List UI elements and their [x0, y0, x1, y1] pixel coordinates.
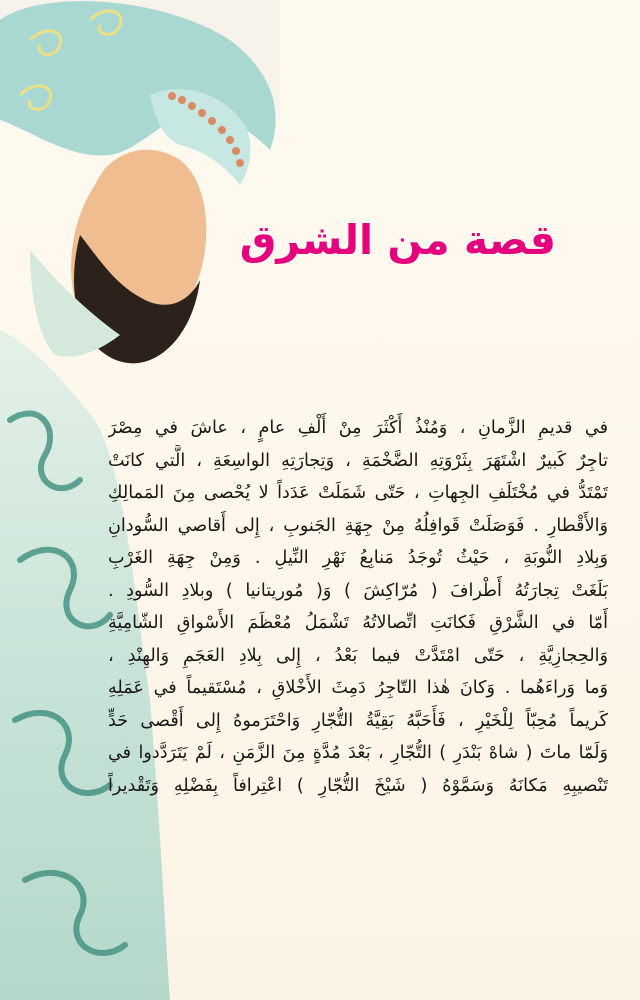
story-line: وَبِلادِ النُّوبَةِ ، حَيْثُ تُوجَدُ مَنابِعُ نَهْرِ النِّيلِ . وَمِنْ جِهَةِ الغَرْبِ [108, 548, 608, 568]
story-line: وَلَمّا ماتَ ( شاهْ بَنْدَرِ ) التُّجّارِ ، بَعْدَ مُدَّةٍ مِنَ الزَّمَنِ ، لَمْ يَتَرَدَّدوا في [108, 743, 608, 763]
story-title: قصة من الشرق [239, 216, 556, 264]
story-line: وَالحِجازِيَّةِ ، حَتّى امْتَدَّتْ فيما بَعْدُ ، إِلى بِلادِ العَجَمِ وَالهِنْدِ ، [108, 645, 608, 666]
story-line: تَنْصيبِهِ مَكانَهُ وَسَمَّوْهُ ( شَيْخَ التُّجّارِ ) اعْتِرافاً بِفَضْلِهِ وَتَقْديراً [108, 775, 608, 796]
story-body [108, 412, 608, 972]
story-line: وَما وَراءَهُما . وَكانَ هٰذا التّاجِرُ دَمِثَ الأَخْلاقِ ، مُسْتَقيماً في عَمَلِهِ [108, 678, 608, 698]
story-line: بَلَغَتْ تِجارَتُهُ أَطْرافَ ( مُرّاكِشَ ) وَ( مُوريتانيا ) وبلادِ السُّودِ . [108, 580, 608, 601]
story-line: كَريماً مُحِبّاً لِلْخَيْرِ ، فَأَحَبَّهُ بَقِيَّةُ التُّجّارِ وَاحْتَرَموهُ إِلى أَقْصى حَدٍّ [108, 710, 608, 731]
story-line: أَمّا في الشَّرْقِ فَكانَتِ اتِّصالاتُهُ تَشْمَلُ مُعْظَمَ الأَسْواقِ الشّامِيَّةِ [108, 613, 608, 633]
story-line: وَالأَقْطارِ . فَوَصَلَتْ قَوافِلُهُ مِنْ جِهَةِ الجَنوبِ ، إِلى أَقاصي السُّودانِ [108, 515, 608, 536]
story-line: في قديمِ الزَّمانِ ، وَمُنْذُ أَكْثَرَ مِنْ أَلْفِ عامٍ ، عاشَ في مِصْرَ [108, 418, 608, 438]
story-line: تَمْتَدُّ في مُخْتَلَفِ الجِهاتِ ، حَتّى شَمَلَتْ عَدَداً لا يُحْصى مِنَ المَمالِكِ [108, 483, 608, 503]
story-line: تاجِرٌ كَبيرٌ اشْتَهَرَ بِثَرْوَتِهِ الضَّخْمَةِ ، وَتِجارَتِهِ الواسِعَةِ ، الَّتي كانَتْ [108, 450, 608, 471]
merchant-portrait [0, 0, 280, 380]
